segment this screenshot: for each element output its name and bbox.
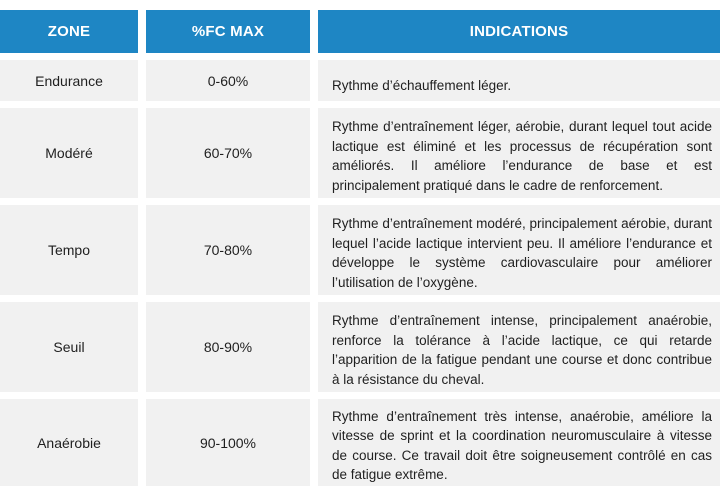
- zone-cell: Modéré: [0, 108, 138, 198]
- header-indications: INDICATIONS: [318, 10, 720, 53]
- indications-text: Rythme d’échauffement léger.: [332, 77, 512, 93]
- indications-text: Rythme d’entraînement intense, principalement anaérobie, renforce la tolérance à l’acide lactique, ce qui retarde l’apparition de la fatigue pendant une course et donc contribue à la résistance du cheval.: [332, 313, 712, 387]
- fc-max-cell: 60-70%: [146, 108, 310, 198]
- indications-cell: [318, 60, 720, 101]
- table-row: [0, 399, 720, 486]
- indications-text: Rythme d’entraînement léger, aérobie, durant lequel tout acide lactique est éliminé et les processus de récupération sont améliorés. Il améliore l’endurance de base et est principalement pratiqué dans le cadre de renforcement.: [332, 119, 712, 193]
- header-fc-max: %FC MAX: [146, 10, 310, 53]
- table-row: [0, 108, 720, 198]
- zone-cell: Seuil: [0, 302, 138, 392]
- indications-text: Rythme d’entraînement modéré, principalement aérobie, durant lequel l’acide lactique intervient peu. Il améliore l’endurance et développe le système cardiovasculaire pour améliorer l’utilisation de l’oxygène.: [332, 216, 712, 290]
- indications-cell: [318, 108, 720, 198]
- fc-max-cell: 80-90%: [146, 302, 310, 392]
- table-row: [0, 60, 720, 101]
- zone-cell: Endurance: [0, 60, 138, 101]
- header-zone: ZONE: [0, 10, 138, 53]
- indications-text: Rythme d’entraînement très intense, anaérobie, améliore la vitesse de sprint et la coordination neuromusculaire à vitesse de course. Ce travail doit être soigneusement contrôlé en cas de fatigue extrême.: [332, 408, 712, 482]
- indications-cell: [318, 399, 720, 486]
- fc-max-cell: 90-100%: [146, 399, 310, 486]
- table-row: [0, 302, 720, 392]
- zone-cell: Tempo: [0, 205, 138, 295]
- table-row: [0, 205, 720, 295]
- fc-max-cell: 0-60%: [146, 60, 310, 101]
- indications-cell: [318, 205, 720, 295]
- zone-cell: Anaérobie: [0, 399, 138, 486]
- indications-cell: [318, 302, 720, 392]
- fc-max-cell: 70-80%: [146, 205, 310, 295]
